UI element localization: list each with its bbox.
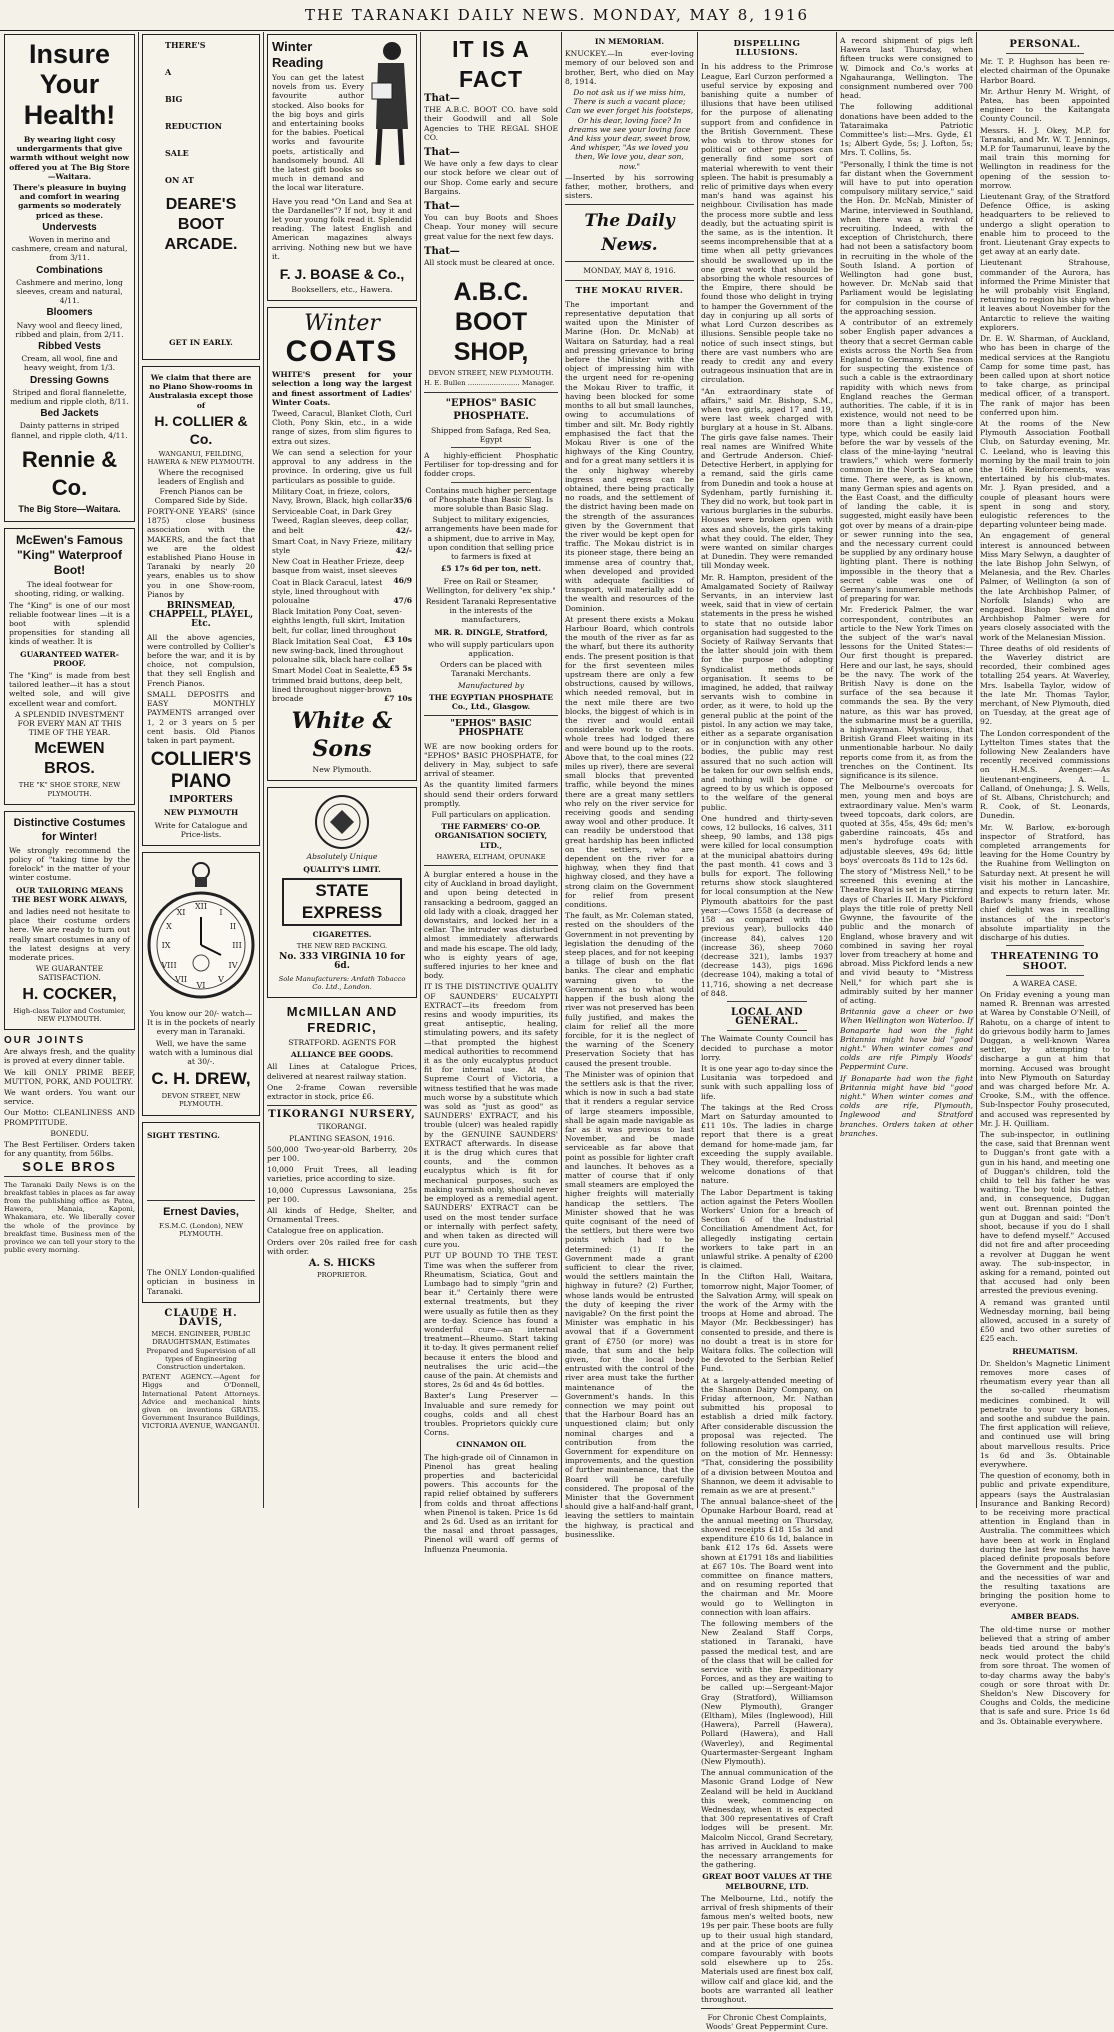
baxter-paragraph: Baxter's Lung Preserver — Invaluable and sure remedy for coughs, colds and all chest troubles. Proprietors quickly cure Corns. — [424, 1391, 558, 1438]
column-rule — [263, 32, 264, 1508]
personal-text-4: Lieutenant Gray, of the Stratford Defence Office, is asking headquarters to be relieved to undergo a slight operation to enable him to proceed to the front. Lieutenant Gray expects to get away at an early date. — [980, 192, 1110, 257]
collier-advert — [142, 366, 260, 846]
svg-text:VI: VI — [196, 980, 206, 990]
local-text-4: The Labor Department is taking action against the Peters Woollen Workers' Union for a breach of Section 6 of the Industrial Conciliation Amendment Act, for allegedly instigating certain workers to take part in an unlawful strike. A penalty of £200 is claimed. — [701, 1187, 833, 1271]
column-1 — [4, 34, 135, 1508]
reader-illustration-icon — [368, 39, 412, 169]
svg-text:X: X — [166, 921, 172, 931]
column-rule — [976, 32, 977, 1508]
column-rule — [697, 32, 698, 1508]
ephos2-towns: HAWERA, ELTHAM, OPUNAKE — [436, 852, 546, 861]
coat-item-price: 42/- — [395, 525, 412, 535]
collier-text-3: All the above agencies, were controlled by Collier's before the war, and it is by choice, not compulsion, that they sell English and French Pianos. — [147, 632, 255, 688]
nursery-text-1: 500,000 Two-year-old Barberry, 20s per 100. — [267, 1144, 417, 1164]
drew-text-2: Well, we have the same watch with a luminous dial at 30/-. — [149, 1038, 253, 1066]
joints-text-5: BONEDU. — [50, 1128, 89, 1138]
nursery-name: TIKORANGI NURSERY, — [268, 1109, 416, 1121]
joints-text-3: We want orders. You want our service. — [4, 1088, 135, 1107]
joints-text-4: Our Motto: CLEANLINESS AND PROMPTITUDE. — [4, 1108, 135, 1127]
editorial-date: MONDAY, MAY 8, 1916. — [583, 266, 676, 276]
dispelling-text-1: In his address to the Primrose League, Earl Curzon performed a useful service by exposing and banishing quite a number of illusions that have been utilised for the purpose of alienating support from and confidence in the British Government. These who wish to throw stones for political or other purposes can generally find some sort of material wherewith to vent their spleen. The habit is presumably a relic of primitive days when every man's hand was against his neighbour. Civilisation has made the process more subtle and less deadly, but the actuating spirit is the same, as is the intention. It seems incomprehensible that at a time when all petty grievances should be swallowed up in the one great work that should be absorbing the whole resources of the Empire, there should be found those who delight in trying to hamper the Government of the day in conjuring up all sorts of what Lord Curzon describes as illusions. Sensible people take no notice of such insect stings, but there are vast numbers who are ready to credit any and every outrageous insinuation that are in circulation. — [701, 62, 833, 385]
editorial-text-2: At present there exists a Mokau Harbour Board, which controls the mouth of the river as far as the wharf, but there its authority ends. The present position is that for the first seventeen miles upstream there are only a few obstructions, caused by willows, which needed removal, but in the next mile there are two blocks, the biggest of which is in the river and would entail considerable work to clear, as whole trees had lodged there and were bound up to the roots. Above that, to the coal mines (22 miles up river), there are several small blocks that prevented traffic, while beyond the mines there are a great many settlers who rely on the river service for receiving goods and sending away wool and other produce. It can readily be understood that great hardship has been inflicted on the settlers, who are dependent on the river for a highway, when they find that highway closed, and they have a strong claim on the Government for relief from present conditions. — [565, 614, 694, 910]
ephos-ship: Shipped from Safaga, Red Sea, Egypt — [430, 425, 552, 444]
record-shipment-paragraph: A record shipment of pigs left Hawera last Thursday, when fifteen trucks were consigned to W. Dimock and Co.'s works at Ngahauranga, Wellington. The consignment numbered over 700 head. — [840, 36, 973, 101]
masthead — [0, 0, 1114, 31]
ephos2-text-1: WE are now booking orders for "EPHOS" BASIC PHOSPHATE, for delivery in May, subject to safe arrival of steamer. — [424, 741, 558, 779]
collier-towns: WANGANUI, FEILDING, HAWERA & NEW PLYMOUTH. — [147, 449, 255, 467]
nursery-text-5: Catalogue free on application. — [267, 1226, 384, 1236]
coat-item-price: £5 5s — [389, 664, 412, 674]
coats-text-1: WHITE'S present for your selection a long way the largest and finest assortment of Ladies' Winter Coats. — [272, 370, 412, 407]
local-text-6: At a largely-attended meeting of the Shannon Dairy Company, on Friday afternoon, Mr. Nathan submitted his proposal to establish a dried milk factory. After considerable discussion the proposal was rejected. The following resolution was carried, on the motion of Mr. Hennessy: "That, considering the possibility of a division between Moutoa and Shannon, we deem it advisable to remain as we are at present." — [701, 1375, 833, 1496]
palmer-paragraph: Mr. Frederick Palmer, the war correspondent, contributes an article to the New York Times on the subject of the war's naval lessons for the United States:—Our first thought is prepared. Here and our last, he says, should be the navy. The work of the British Navy is done on the surface of the sea because it commands the sea. By the very nature, as this war has proved, the submarine must be a guerilla, a highwayman. Mysterious, that British Grand Fleet waiting in its unmentionable harbour. No daily reports come from it, as from the trenches on the Continent. Its significance is its silence. — [840, 605, 973, 781]
health-word: Health! — [23, 100, 116, 130]
mcmillan-text-2: One 2-frame Cowan reversible extractor in stock, price £6. — [267, 1082, 417, 1102]
daily-news-flag: The Daily News. — [584, 211, 675, 256]
editorial-text-1: The important and representative deputation that waited upon the Minister of Marine (Hon. Dr. McNab) at Waitara on Saturday, had a real and pressing grievance to bring before the Minister with the object of impressing him with the urgent need for re-opening the Mokau River to traffic, it having been blocked for some months to all but small launches, owing to accumulations of timber and silt. Mr. Body rightly emphasised the fact that the Mokau River is one of the highways of the King Country, and for a great many settlers it is the only highway whereby ingress and egress can be obtained, there being practically no roads, and the settlement of the district having been made on the strength of the assurances given by the Government that the river would be kept open for traffic. The Mokau district is in its pioneer stage, there being an immense area of country that, when developed and provided with adequate facilities of transport, will materially add to the wealth and resources of the Dominion. — [565, 299, 694, 613]
ephos-representative: MR. R. DINGLE, Stratford, — [434, 627, 548, 637]
state-pack: THE NEW RED PACKING. — [296, 941, 388, 950]
svg-text:I: I — [219, 907, 223, 917]
coat-item-price: 46/9 — [393, 575, 412, 585]
coat-item-price: 42/- — [395, 545, 412, 555]
local-general-heading: LOCAL AND GENERAL. — [730, 1006, 804, 1028]
local-text-8: The following members of the New Zealand Staff Corps, stationed in Taranaki, have passed the medical test, and are of the class that will be called for service with the Expeditionary Forces, and as they are waiting to be called up:—Sergeant-Major Gray (Stratford), Williamson (New Plymouth), Granger (Eltham), Miles (Inglewood), Hill (Hawera), Parrell (Hawera), Pollard (Hawera), and Hall (Waverley), and Regimental Quartermaster-Sergeant Ingham (New Plymouth). — [701, 1618, 833, 1766]
dispelling-text-4: One hundred and thirty-seven cows, 12 bullocks, 16 calves, 311 sheep, 90 lambs, and 138 pigs were killed for local consumption at the municipal abattoirs during the past month. 41 cows and 3 bulls for export. The following returns show stock slaughtered for local consumption at the New Plymouth abattoirs for the past year:—Cows 1558 (a decrease of 158 as compared with the previous year), bullocks 440 (increase 84), calves 120 (increase 36), sheep 7060 (decrease 321), lambs 1937 (decrease 143), pigs 1696 (decrease 104), making a total of 11,716, showing a net decrease of 848. — [701, 813, 833, 998]
coat-item-text: Coat in Black Caracul, latest style, lined throughout with poloualne — [272, 577, 383, 605]
gowns-text: Striped and floral flannelette, medium and ripple cloth, 8/11. — [10, 387, 129, 407]
rheumatism-heading: RHEUMATISM. — [1012, 1346, 1078, 1356]
collier-write: Write for Catalogue and Price-lists. — [154, 820, 248, 839]
insure-health-advert — [4, 34, 135, 522]
rennie-logo: Rennie & Co. — [21, 446, 118, 500]
winter-reading-text-1: You can get the latest novels from us. Every favourite author stocked. Also books for the big boys and girls and entertaining books for the babies. Poetical works and favourite poets, artistically and handsomely bound. All the latest gift books so much in demand and the local war literature. — [272, 73, 364, 193]
personal-heading: PERSONAL. — [1009, 39, 1081, 50]
cocker-name: H. COCKER, — [22, 985, 117, 1003]
chronic-chest-notice: For Chronic Chest Complaints, Woods' Great Peppermint Cure. — [705, 2013, 829, 2032]
donations-paragraph: The following additional donations have been added to the Tataraimaka Patriotic Committee's list:—Mrs. Gyde, £1 1s; Albert Gyde, 5s; J. Lofton, 5s; Mrs. T. Collins, 5s. — [840, 102, 973, 158]
economy-text: The question of economy, both in public and private expenditure, appears (says the Australasian Insurance and Banking Record) to be receiving more practical attention in England than in Australia. The committees which have been at work in England during the last few months have placed definite proposals before the Government and the public, and the necessities of war and the resulting taxations are bringing the position home to everyone. — [980, 1471, 1110, 1610]
state-agent: Sole Manufacturers: Ardath Tobacco Co. Ltd., London. — [278, 974, 406, 991]
svg-text:III: III — [232, 940, 242, 950]
ephos-price: £5 17s 6d per ton, nett. — [440, 564, 542, 574]
insure-body-2: There's pleasure in buying and comfort in wearing garments so moderately priced as these. — [12, 183, 127, 220]
mcewen-advert — [4, 528, 135, 805]
local-text-3: The takings at the Red Cross Mart on Saturday amounted to £11 10s. The ladies in charge report that there is a great demand for home-made jam, far exceeding the supply available. They would, therefore, specially welcome donations of that nature. — [701, 1102, 833, 1186]
sight-testing: SIGHT TESTING. — [147, 1130, 220, 1140]
mcewen-text-4: A SPLENDID INVESTMENT FOR EVERY MAN AT THIS TIME OF THE YEAR. — [15, 709, 124, 738]
put-up-paragraph: PUT UP BOUND TO THE TEST. Time was when the sufferer from Rheumatism, Sciatica, Gout and Lumbago had to simply "grin and bear it." Certainly there were external treatments, but they were usually as futile then as they are to-day. Science has found a wonderful cure—an internal treatment—Rheumo. Start taking it to-day. It gives permanent relief because it enters the blood and neutralises the uric acid—the cause of the pain. At chemists and stores, 2s 6d and 4s 6d bottles. — [424, 1251, 558, 1390]
local-text-7: The annual balance-sheet of the Opunake Harbour Board, read at the annual meeting on Thursday, showed receipts £18 15s 3d and expenditure £10 6s 1d, balance in bank £12 17s 6d. Assets were shown at £1791 18s and liabilities at £67 10s. The Board went into committee on finance matters, and on resuming reported that the chairman and Mr. Moore would go to Wellington in connection with loan affairs. — [701, 1497, 833, 1617]
coat-item — [272, 607, 412, 644]
bloomers-text: Navy wool and fleecy lined, ribbed and plain, from 2/11. — [15, 320, 124, 339]
boase-name: F. J. BOASE & Co., — [279, 266, 405, 283]
collier-importers: IMPORTERS — [169, 795, 233, 806]
davies-name: Ernest Davies, — [163, 1205, 239, 1218]
jackets-heading: Bed Jackets — [40, 408, 99, 420]
svg-text:XII: XII — [194, 901, 208, 911]
local-text-9: The annual communication of the Masonic Grand Lodge of New Zealand will be held in Auckland this week, commencing on Wednesday, when it is expected that 300 representatives of Craft lodges will be present. Mr. Malcolm Niccol, Grand Secretary, has arrived in Auckland to make the necessary arrangements for the gathering. — [701, 1768, 833, 1870]
boase-sub: Booksellers, etc., Hawera. — [291, 285, 393, 295]
column-8 — [980, 34, 1110, 1726]
editorial-text-3: The fault, as Mr. Coleman stated, rested on the shoulders of the Government in not preventing by legislation the denuding of the steep places, and for not keeping a tillage of bush on the flat banks. The clear and emphatic warning given to the Government as to what would happen if the bush along the river was not preserved has been fully justified, and makes the claim for relief all the more forcible, for it is the neglect of the warning of the Scenery Preservation Society that has caused the present trouble. — [565, 911, 694, 1068]
winter-reading-advert — [267, 34, 417, 301]
svg-text:IV: IV — [228, 960, 238, 970]
that-label-1: That— — [424, 93, 460, 104]
coat-item-text: Smart Model Coat in Sealette, trimmed braid buttons, deep belt, lined throughout nigger-brown brocade — [272, 666, 403, 703]
mcewen-heading: McEwen's Famous "King" Waterproof Boot! — [16, 533, 123, 578]
nursery-text-3: 10,000 Cupressus Lawsoniana, 25s per 100. — [267, 1185, 417, 1204]
winter-reading-text-2: Have you read "On Land and Sea at the Dardanelles"? If not, buy it and let your young folk read it. Splendid reading. The latest English and American magazines always arriving. Nothing new but we have it. — [272, 196, 412, 261]
collier-name: H. COLLIER & Co. — [154, 412, 248, 447]
coat-item-text: New Coat in Heather Frieze, deep basque from waist, inset sleeves — [272, 557, 405, 576]
mcewen-guarantee: GUARANTEED WATER-PROOF. — [20, 649, 119, 668]
cocker-text-2: and ladies need not hesitate to place their costume orders here. We are ready to turn out really smart costumes in any of the latest designs at very moderate prices. — [9, 906, 130, 962]
fact-text-3: You can buy Boots and Shoes Cheap. Your money will secure great value for the next few days. — [424, 213, 558, 241]
threatening-sub: A WAREA CASE. — [1012, 978, 1078, 988]
great-boot-heading: GREAT BOOT VALUES AT THE MELBOURNE, LTD. — [702, 1872, 832, 1891]
masthead-title: THE TARANAKI DAILY NEWS. MONDAY, MAY 8, 1916 — [304, 6, 810, 24]
column-2 — [142, 34, 260, 1508]
mcewen-address: THE "K" SHOE STORE, NEW PLYMOUTH. — [18, 781, 121, 798]
state-express-logo: STATE EXPRESS — [282, 878, 402, 926]
ribbed-text: Cream, all wool, fine and heavy weight, from 1/3. — [21, 354, 118, 373]
threatening-text-3: A remand was granted until Wednesday morning, bail being allowed, accused in a surety of £50 and two other sureties of £25 each. — [980, 1297, 1110, 1344]
theres-line: REDUCTION — [165, 121, 223, 131]
ephos-text-7: Orders can be placed with Taranaki Merchants. — [440, 660, 542, 679]
white-sons-sub: New Plymouth. — [312, 765, 372, 775]
sole-bros-advert — [4, 1035, 135, 1175]
coats-text-2: Tweed, Caracul, Blanket Cloth, Curl Cloth, Pony Skin, etc., in a wide range of sizes, from slim figures to extra out sizes. — [272, 409, 412, 446]
local-text-1: The Waimate County Council has decided to purchase a motor lorry. — [701, 1034, 833, 1062]
coat-item-text: Smart Coat, in Navy Frieze, military style — [272, 536, 412, 555]
collier-text-4: SMALL DEPOSITS and EASY MONTHLY PAYMENTS arranged over 1, 2 or 3 years on 5 per cent basis. Old Pianos taken in part payment. — [147, 689, 255, 745]
mcmillan-bee: ALLIANCE BEE GOODS. — [290, 1050, 394, 1060]
dispelling-heading: DISPELLING ILLUSIONS. — [733, 39, 801, 59]
in-memoriam-verse: Do not ask us if we miss him, There is such a vacant place; Can we ever forget his footsteps, Or his dear, loving face? In dreams we see your loving face And kiss your dear, sweet brow, And whisper, "As we loved you then, We love you, dear son, now." — [565, 88, 694, 171]
undervests-text: Woven in merino and cashmere, cream and natural, from 3/11. — [11, 235, 128, 263]
cinnamon-paragraph: The high-grade oil of Cinnamon in Pinenol has great healing properties and bactericidal powers. This accounts for the rapid relief obtained by sufferers from colds and throat affections when Pinenol is taken. Price 1s 6d and 2s 6d. Used as an irritant for the nasal and throat passages, Pinenol will ward off germs of Influenza Pneumonia. — [424, 1452, 558, 1554]
deare-get-in-early: GET IN EARLY. — [169, 337, 233, 347]
jackets-text: Dainty patterns in striped flannel, and ripple cloth, 4/11. — [11, 421, 128, 440]
nursery-text-4: All kinds of Hedge, Shelter, and Ornamental Trees. — [267, 1206, 417, 1225]
drew-text-1: You know our 20/- watch— It is in the pockets of nearly every man in Taranaki. — [147, 1008, 255, 1037]
ephos-company: THE EGYPTIAN PHOSPHATE Co., Ltd., Glasgow. — [428, 692, 554, 711]
personal-text-9: Three deaths of old residents of the Waverley district are recorded, their combined ages totalling 254 years. At Waverley, Mrs. Isabella Taylor, widow of the late Mr. Thomas Taylor, merchant, of New Plymouth, died on Tuesday, at the great age of 92. — [980, 643, 1110, 727]
coat-item — [272, 575, 412, 606]
coat-item-text: Serviceable Coat, in Dark Grey Tweed, Raglan sleeves, deep collar, and belt — [272, 507, 409, 535]
svg-text:VII: VII — [174, 974, 188, 984]
deare-boot: BOOT — [177, 216, 225, 233]
threatening-text-2: The sub-inspector, in outlining the case, said that Brennan went to Duggan's front gate with a gun in his hand, and meeting one of Duggan's children, told the child to tell his father he was waiting. The boy told his father, and, in consequence, Duggan went out. Brennan pointed the gun at Duggan and said: "Don't shoot, because if you do I shall have to defend myself." Accused did not fire and after proceeding a revolver at Duggan he went away. The sub-inspector, in asking for a remand, pointed out that accused had only been arrested the previous evening. — [980, 1129, 1110, 1296]
mcewen-text-1: The ideal footwear for shooting, riding, or walking. — [14, 580, 125, 599]
threatening-heading: THREATENING TO SHOOT. — [991, 951, 1099, 972]
davies-sub: F.S.M.C. (London), NEW PLYMOUTH. — [158, 1221, 244, 1238]
joints-text-6: The Best Fertiliser. Orders taken for any quantity, from 56lbs. — [4, 1140, 135, 1159]
gowns-heading: Dressing Gowns — [30, 374, 109, 386]
column-3 — [267, 34, 417, 1508]
cinnamon-heading: CINNAMON OIL — [456, 1440, 526, 1450]
nursery-sub: TIKORANGI. — [317, 1122, 367, 1132]
theres-line: THERE'S — [165, 40, 206, 50]
dispelling-text-3: Mr. R. Hampton, president of the Amalgamated Society of Railway Servants, in an interview last week, said that in view of certain statements in the press he wished to state that no outside labor organisation had suggested to the Society of Railway Servants that the latter should join with them for the purpose of adopting Syndicalist methods of organisation. It seems to be imagined, he added, that railway servants wish to combine in order, as it were, to hold up the general public at the point of the pistol. In any action we may take, either as a separate organisation or in conjunction with any other bodies, the public may rest assured that no such action will be taken for our own selfish ends, and nothing will be done or agreed to by us which is opposed to the welfare of the general public. — [701, 572, 833, 812]
ephos-text-1: A highly-efficient Phosphatic Fertiliser for top-dressing and for fodder crops. — [424, 451, 558, 479]
svg-text:XI: XI — [176, 907, 186, 917]
state-sub: CIGARETTES. — [312, 929, 372, 939]
mcewen-text-3: The "King" is made from best tailored leather—it has a stout welted sole, and will give excellent wear and comfort. — [9, 670, 130, 708]
theres-list — [147, 41, 255, 185]
nursery-text-2: 10,000 Fruit Trees, all leading varieties, price according to size. — [267, 1165, 417, 1184]
fact-text-1: THE A.B.C. BOOT CO. have sold their Goodwill and all Sole Agencies to THE REGAL SHOE CO. — [424, 105, 558, 142]
drew-address: DEVON STREET, NEW PLYMOUTH. — [161, 1092, 241, 1109]
mistress-nell-paragraph: The story of "Mistress Nell," to be screened this evening at the Theatre Royal is set in the stirring days of Charles II. Mary Pickford plays the title role of pretty Nell Gwynne, the favourite of the public and the monarch of England, whose bravery and wit combined in saving her royal lover from treachery at home and abroad. Miss Pickford lends a new and vivid beauty to "Mistress Nell," for which part she is admirably suited by her manner of acting. — [840, 867, 973, 1005]
britannia-poem-2: If Bonaparte had won the fight Britannia might have bid "good night." When winter comes and colds are rife, Plymouth, Inglewood and Stratford branches. Orders taken at other branches. — [840, 1073, 973, 1138]
that-label-2: That— — [424, 147, 460, 159]
svg-text:IX: IX — [161, 940, 171, 950]
abc-boot-heading: A.B.C. BOOT — [453, 278, 529, 337]
white-sons-logo: White & Sons — [291, 708, 393, 763]
seal-sub: QUALITY'S LIMIT. — [303, 864, 381, 874]
ephos-text-3: Subject to military exigencies, arrangements have been made for a shipment, due to arrive in May, upon condition that selling price to farmers is fixed at — [424, 515, 558, 562]
coat-item-price: 35/6 — [393, 495, 412, 505]
coat-item — [272, 537, 412, 555]
column-5 — [565, 34, 694, 1539]
mcewen-text-2: The "King" is one of our most reliable footwear lines —it is a boot with splendid propensities for standing all kinds of weather. It is — [9, 600, 130, 647]
ephos-manufactured: Manufactured by — [457, 680, 525, 690]
mcmillan-advert — [267, 1004, 417, 1101]
coat-item-price: 47/6 — [393, 595, 412, 605]
daily-news-notice: The Taranaki Daily News is on the breakfast tables in places as far away from the publishing office as Patea, Hawera, Manaia, Kaponi, Whakamara, etc. We liberally cover the whole of the province by breakfast time. Business men of the province we can tell your story to the public every morning. — [4, 1180, 135, 1255]
coat-item-price: £7 10s — [383, 693, 412, 703]
coats-list — [272, 487, 412, 703]
nursery-advert — [267, 1110, 417, 1279]
in-memoriam-by: —Inserted by his sorrowing father, mother, brothers, and sisters. — [565, 172, 694, 201]
dispelling-text-2: "An extraordinary state of affairs," said Mr. Bishop, S.M., when two girls, aged 17 and 19, were last week charged with burglary at a house in St. Albans. The girls gave false names. Their real names are Winifred White and Gertrude Anderson. Chief-Detective Herbert, in applying for a remand, said the girls came from Dunedin and took a house at Sydenham, partly furnishing it. They did no work, but took part in various burglaries in the suburbs. Houses were broken open with axes and shovels, the girls taking what they could. The elder, They were wanted on similar charges at Dunedin. They were remanded till Monday week. — [701, 386, 833, 571]
that-label-4: That— — [424, 245, 460, 257]
saunders-paragraph: IT IS THE DISTINCTIVE QUALITY OF SAUNDERS' EUCALYPTI EXTRACT—its freedom from resins and woody impurities, its great antiseptic, healing, stimulating powers, and its safety—that prompted the highest medical authorities to recommend it as the only eucalyptus product fit for internal use. At the Supreme Court of Victoria, a witness testified that he was made much worse by a substitute which was sold as "just as good" as SAUNDERS' EXTRACT, and his trouble (ulcer) was healed rapidly by the GENUINE SAUNDERS' EXTRACT afterwards. In disease it is the drug which cures that counts, and the common eucalyptus which is fit for mechanical purposes, such as making varnish only, should never be employed as a remedial agent. SAUNDERS' EXTRACT can be used on the most tender surface or internally with perfect safety, and when taken as directed will cure you. — [424, 982, 558, 1250]
svg-text:V: V — [218, 974, 224, 984]
collier-text-2: FORTY-ONE YEARS' (since 1875) close business association with the MAKERS, and the fact that we are the oldest established Piano House in Taranaki by nearly 20 years, enables us to show you in one Show-room, Pianos by — [147, 507, 255, 599]
editorial-text-4: The Minister was of opinion that the settlers ask is that the river, which is now in such a bad state that it renders a regular service of large steamers impossible, shall be again made navigable as far as it was previous to last November, and be made serviceable as far above that point as possible for lighter craft and launches. It behoves as a matter of course that if only small steamers are employed the higher freights will materially handicap the settlers. The Minister showed that he was quite cognisant of the need of the settlers, but there were two points which had to be determined: (1) If the Government made a grant sufficient to clear the river, would the settlers maintain the highway in future? (2) Further, whose lands would be entrusted the duty of keeping the river navigable? On the first point the Minister was emphatic in his avowal that if a Government grant of £750 (or more) was made, that sum and the help given, for the local body entrusted with the control of the river area must take the further maintenance of the Government's hands. In this connection we may point out that the Harbour Board has an unquestioned claim; but only nominal charges and a contribution from the Government for expenditure on improvements, and the question of further maintenance, that the Board will be carefully considered. The proposal of the Minister that the Government should give a half-and-half grant, leaving the settlers to maintain the highway, is practical and businesslike. — [565, 1069, 694, 1539]
nursery-proprietor: PROPRIETOR. — [317, 1271, 367, 1280]
combinations-text: Cashmere and merino, long sleeves, cream and natural, 4/11. — [16, 277, 123, 306]
personal-text-7: At the rooms of the New Plymouth Association Football Club, on Saturday evening, Mr. C. Leeland, who is leaving this morning by the mail train to join the 16th Reinforcements, was entertained by his club-mates. Mr. J. Ryan presided, and a couple of pleasant hours were spent in song and story, eulogistic references to the departing volunteer being made. — [980, 418, 1110, 530]
nursery-text-6: Orders over 20s railed free for cash with order. — [267, 1237, 417, 1256]
ephos-text-2: Contains much higher percentage of Phosphate than Basic Slag. Is more soluble than Basic Slag. — [425, 485, 557, 514]
column-rule — [420, 32, 421, 1508]
fact-text-4: All stock must be cleared at once. — [424, 258, 555, 268]
column-rule — [138, 32, 139, 1508]
ephos-text-6: who will supply particulars upon application. — [428, 639, 554, 658]
joints-heading: OUR JOINTS — [4, 1035, 86, 1046]
personal-text-11: Mr. W. Barlow, ex-borough inspector of Stratford, has completed arrangements for leaving for the Home Country by the Ruahine from Wellington on Saturday next. At present he will visit his mother in Lancashire, and expects to return later. Mr. Barlow's many friends, whose chief delight was in recalling instances of the inspector's absolute impartiality in the discharge of his duties. — [980, 822, 1110, 943]
local-text-5: In the Clifton Hall, Waitara, tomorrow night, Major Toomer, of the Salvation Army, will speak on the work of the Army with the troops at Home and abroad. The Mayor (Mr. Beckbessinger) has consented to preside, and there is no doubt a treat is in store for Waitara folks. The collection will be devoted to the Serbian Relief Fund. — [701, 1272, 833, 1374]
mcmillan-sub: STRATFORD. AGENTS FOR — [288, 1038, 396, 1047]
rennie-sub: The Big Store—Waitara. — [18, 503, 121, 514]
theres-line: A — [165, 67, 172, 77]
deare-advert — [142, 34, 260, 360]
ephos2-company: THE FARMERS' CO-OP. ORGANISATION SOCIETY, LTD., — [434, 822, 548, 850]
amber-heading: AMBER BEADS. — [1011, 1612, 1079, 1622]
collier-claim: We claim that there are no Piano Show-rooms in Australasia except those of — [148, 373, 254, 410]
your-word: Your — [39, 69, 100, 99]
coat-item — [272, 487, 412, 505]
davies-text: The ONLY London-qualified optician in business in Taranaki. — [147, 1268, 255, 1296]
joints-text-2: We kill ONLY PRIME BEEF, MUTTON, PORK, AND POULTRY. — [4, 1067, 135, 1086]
abc-shop-heading: SHOP, — [453, 338, 529, 367]
personal-text-8: An engagement of general interest is announced between Miss Mary Selwyn, a daughter of the late Bishop John Selwyn, of Melanesia, and the Rev. Charles Palmer, of Wellington (a son of the late Archbishop Palmer, of Norfolk Islands) who are engaged. Bishop Selwyn and Archbishop Palmer were for years closely associated with the work of the Melanesian Mission. — [980, 531, 1110, 642]
ephos-text-4: Free on Rail or Steamer, Wellington, for delivery "ex ship." — [426, 576, 556, 595]
abc-manager: H. E. Bullen ........................ Manager. — [424, 379, 555, 388]
insure-body: By wearing light cosy undergarments that give warmth without weight now offered you at The Big Store—Waitara. — [9, 135, 130, 181]
nursery-season: PLANTING SEASON, 1916. — [289, 1133, 395, 1143]
cocker-guarantee: WE GUARANTEE SATISFACTION. — [35, 964, 104, 983]
seal-text: Absolutely Unique — [306, 852, 378, 862]
davis-sub: MECH. ENGINEER, PUBLIC DRAUGHTSMAN, Estimates Prepared and Supervision of all types of Engineering Construction undertaken. — [146, 1330, 256, 1371]
burglar-paragraph: A burglar entered a house in the city of Auckland in broad daylight, and upon being detected in ransacking a bedroom, gagged an old lady with a cloak, dragged her downstairs, and locked her in a cellar. The intruder was disturbed almost immediately afterwards and made his escape. The old lady, who is eighty years of age, suffered injuries to her knee and body. — [424, 869, 558, 981]
patent-agency: PATENT AGENCY.—Agent for Higgs and O'Donnell, International Patent Attorneys. Advice and mechanical hints given on inventions GRATIS. Government Insurance Buildings, VICTORIA AVENUE, WANGANUI. — [142, 1373, 260, 1431]
collier-new-plymouth: NEW PLYMOUTH — [163, 808, 239, 818]
nursery-owner: A. S. HICKS — [308, 1258, 376, 1270]
svg-text:II: II — [229, 921, 237, 931]
svg-text:VIII: VIII — [161, 960, 177, 970]
column-rule — [836, 32, 837, 1508]
fact-text-2: We have only a few days to clear our stock before we clear out of our Shop. Come early and secure Bargains. — [424, 159, 558, 196]
theres-line: BIG — [165, 94, 183, 104]
cocker-tailoring: OUR TAILORING MEANS THE BEST WORK ALWAYS, — [11, 885, 128, 904]
column-rule — [561, 32, 562, 1508]
collier-text-1: Where the recognised leaders of English and French Pianos can be Compared Side by Side. — [154, 468, 248, 505]
personal-text-3: Messrs. H. J. Okey, M.P. for Taranaki, and Mr. W. T. Jennings, M.P. for Taumarunui, leave by the mail train this morning for Wellington in readiness for the opening of the session to-morrow. — [980, 125, 1110, 190]
personal-text-2: Mr. Arthur Henry M. Wright, of Patea, has been appointed engineer to the Kaitangata County Council. — [980, 86, 1110, 124]
cocker-address: High-class Tailor and Costumier, NEW PLYMOUTH. — [13, 1006, 126, 1023]
drew-advert — [142, 852, 260, 1116]
deare-arcade: ARCADE. — [164, 236, 238, 253]
in-memoriam-text: KNUCKEY.—In ever-loving memory of our beloved son and brother, Bert, who died on May 8, 1914. — [565, 49, 694, 86]
compulsory-service-paragraph: "Personally, I think the time is not far distant when the Government will have to put into operation compulsory military service," said the Hon. Dr. McNab, Minister of Marine, interviewed in Southland, when there was a revival of recruiting. Indeed, with the exception of Christchurch, there had not been a satisfactory boom in recruiting in the whole of the South Island. A portion of Wellington had gone bust, however. Dr. McNab said that Parliament would be legislating for compulsion in the course of the approaching session. — [840, 159, 973, 316]
column-7 — [840, 34, 973, 1508]
cocker-heading: Distinctive Costumes for Winter! — [13, 816, 126, 843]
pocket-watch-icon — [147, 857, 255, 1007]
winter-word: Winter — [304, 311, 380, 337]
combinations-heading: Combinations — [36, 264, 103, 276]
davis-name: CLAUDE H. DAVIS, — [164, 1307, 238, 1328]
bloomers-heading: Bloomers — [46, 307, 93, 319]
overcoats-paragraph: The Melbourne's overcoats for men, young men and boys are extraordinary value. Men's warm tweed topcoats, dark colors, are quoted at 35s, 45s, 49s 6d; men's gaberdine raincoats, 45s and men's hydrofuge coats with adjustable sleeves, 49s 6d; little boys' overcoats 8s 11d to 12s 6d. — [840, 782, 973, 865]
mcewen-name: McEWEN BROS. — [34, 740, 105, 778]
ephos2-title: "EPHOS" BASIC PHOSPHATE — [450, 719, 532, 739]
ephos2-text-3: Full particulars on application. — [431, 809, 551, 819]
personal-text-10: The London correspondent of the Lyttelton Times states that the following New Zealanders have recently received commissions on H.M.S. Avenger:—As lieutenant-engineers, A. L. Calland, of Onehunga; J. S. Wells, of St. Albans, Christchurch; and R. Cook, of St. Leonards, Dunedin. — [980, 728, 1110, 821]
deare-name: DEARE'S — [165, 196, 237, 213]
winter-coats-advert — [267, 307, 417, 781]
ribbed-heading: Ribbed Vests — [38, 341, 101, 353]
davies-advert — [142, 1122, 260, 1303]
theres-line: SALE — [165, 148, 189, 158]
editorial-heading: THE MOKAU RIVER. — [575, 285, 684, 296]
local-text-2: It is one year ago to-day since the Lusitania was torpedoed and sunk with such appalling loss of life. — [701, 1063, 833, 1101]
piano-word: PIANO — [170, 771, 232, 793]
personal-text-6: Dr. E. W. Sharman, of Auckland, who has been in charge of the medical services at the Rangiotu Camp for some time past, has been called upon at short notice to take charge, as principal medical officer, of a transport. The rank of major has been conferred upon him. — [980, 334, 1110, 417]
state-number: No. 333 VIRGINIA 10 for 6d. — [279, 952, 405, 972]
coats-word: COATS — [285, 335, 399, 369]
coat-item-text: Black Imitation Seal Coat, new swing-back, lined throughout poloualne silk, black hare collar — [272, 636, 404, 665]
personal-text-1: Mr. T. P. Hughson has been re-elected chairman of the Opunake Harbor Board. — [980, 57, 1110, 85]
mcmillan-name: McMILLAN AND FREDRIC, — [286, 1004, 398, 1035]
colliers-word: COLLIER'S — [150, 749, 252, 771]
collier-makers: BRINSMEAD, CHAPPELL, PLAYEL, Etc. — [148, 601, 254, 630]
in-memoriam-heading: IN MEMORIAM. — [594, 37, 665, 46]
rheumatism-text: Dr. Sheldon's Magnetic Liniment removes more cases of rheumatism every year than all the so-called rheumatism medicines combined. It will penetrate to your very bones, and soothe and subdue the pain. The first application will relieve, and continued use will bring about marvellous results. Price 1s 6d and 3s. Obtainable everywhere. — [980, 1358, 1110, 1470]
ephos-text-5: Resident Taranaki Representative in the interests of the manufacturers, — [425, 596, 557, 625]
coats-text-3: We can send a selection for your approval to any address in the province. In ordering, give us full particulars as possible to guide. — [272, 447, 412, 485]
coat-item — [272, 557, 412, 585]
joints-text-1: Are always fresh, and the quality is proved at every dinner table. — [4, 1047, 135, 1066]
drew-name: C. H. DREW, — [151, 1069, 251, 1089]
sole-bros-name: SOLE BROS — [22, 1159, 117, 1175]
it-is-a-fact-heading: IT IS A FACT — [452, 36, 530, 92]
coat-item-text: Military Coat, in frieze, colors, Navy, Brown, Black, high collar — [272, 486, 394, 505]
theres-line: ON AT — [165, 175, 194, 185]
abc-address: DEVON STREET, NEW PLYMOUTH. — [428, 369, 554, 378]
personal-text-5: Lieutenant Strahouse, commander of the Aurora, has informed the Prime Minister that he will probably visit England, returning to region his ship when it leaves about November for the Antarctic to relieve the waiting explorers. — [980, 258, 1110, 332]
ephos-title: "EPHOS" BASIC PHOSPHATE. — [445, 397, 537, 422]
coat-item-price: £3 10s — [383, 634, 412, 644]
cocker-text-1: We strongly recommend the policy of "taking time by the forelock" in the matter of your winter costume. — [9, 845, 130, 883]
column-6 — [701, 34, 833, 2032]
amber-text: The old-time nurse or mother believed that a string of amber beads tied around the baby's neck would protect the child from sore throat. The women of to-day charms away the baby's cough or sore throat with Dr. Sheldon's New Discovery for Coughs and Colds, the medicine that is safe and sure. Price 1s 6d and 3s. Obtainable everywhere. — [980, 1624, 1110, 1726]
seal-emblem-icon — [272, 792, 412, 852]
coat-item — [272, 507, 412, 535]
ephos2-text-2: As the quantity limited farmers should send their orders forward promptly. — [424, 780, 558, 808]
coat-item-text: Black Imitation Pony Coat, seven-eighths length, full skirt, Imitation belt, fur collar, lined throughout — [272, 607, 405, 635]
britannia-poem: Britannia gave a cheer or two When Wellington won Waterloo. If Bonaparte had won the fight Britannia might have bid "good night." When winter comes and colds are rife Pimply Woods' Peppermint Cure. — [840, 1007, 973, 1072]
that-label-3: That— — [424, 201, 460, 213]
secret-cable-paragraph: A contributor of an extremely sober English paper advances a theory that a secret German cable exists across the North Sea from England to Germany. The reason for suspecting the existence of such a cable is the extraordinary rapidity with which news from England reaches the German authorities. The cable, if it is in existence, would not need to be more than a light single-core type, which could be easily laid before the war by vessels of the class of the mine-laying "neutral trawlers," which were formerly common in the North Sea at one time. There were, as is known, many German spies and agents on the East Coast, and the difficulty of landing the cable, it is suggested, might easily have been got over by means of a drain-pipe or sewer running into the sea, and the necessary current could be supplied by any ordinary house lighting plant. There is nothing impossible in the theory that a secret cable was one of Germany's innumerable methods of preparing for war. — [840, 318, 973, 604]
great-boot-text: The Melbourne, Ltd., notify the arrival of fresh shipments of their famous men's welted boots, new 19s per pair. These boots are fully up to their usual high standard, and at the price of one guinea compare favourably with boots sold elsewhere up to 25s. Materials used are finest box calf, willow calf and glace kid, and the boots are warranted all leather throughout. — [701, 1893, 833, 2005]
insure-word: Insure — [28, 39, 111, 69]
mcmillan-text-1: All Lines at Catalogue Prices, delivered at nearest railway station. — [267, 1062, 417, 1081]
state-express-advert — [267, 787, 417, 998]
threatening-text-1: On Friday evening a young man named R. Brennan was arrested at Warea by Constable O'Neill, of Rahotu, on a charge of intent to do grievous bodily harm to James Duggan, a well-known Warea settler, by attempting to discharge a gun at him that morning. Accused was brought into New Plymouth on Saturday and was charged before Mr. A. Crooke, S.M., with the offence. Sub-Inspector Fouhy prosecuted, and accused was represented by Mr. J. H. Quilliam. — [980, 989, 1110, 1128]
winter-reading-title: Winter Reading — [272, 39, 324, 70]
column-4 — [424, 34, 558, 1554]
cocker-advert — [4, 811, 135, 1030]
undervests-heading: Undervests — [42, 221, 97, 233]
